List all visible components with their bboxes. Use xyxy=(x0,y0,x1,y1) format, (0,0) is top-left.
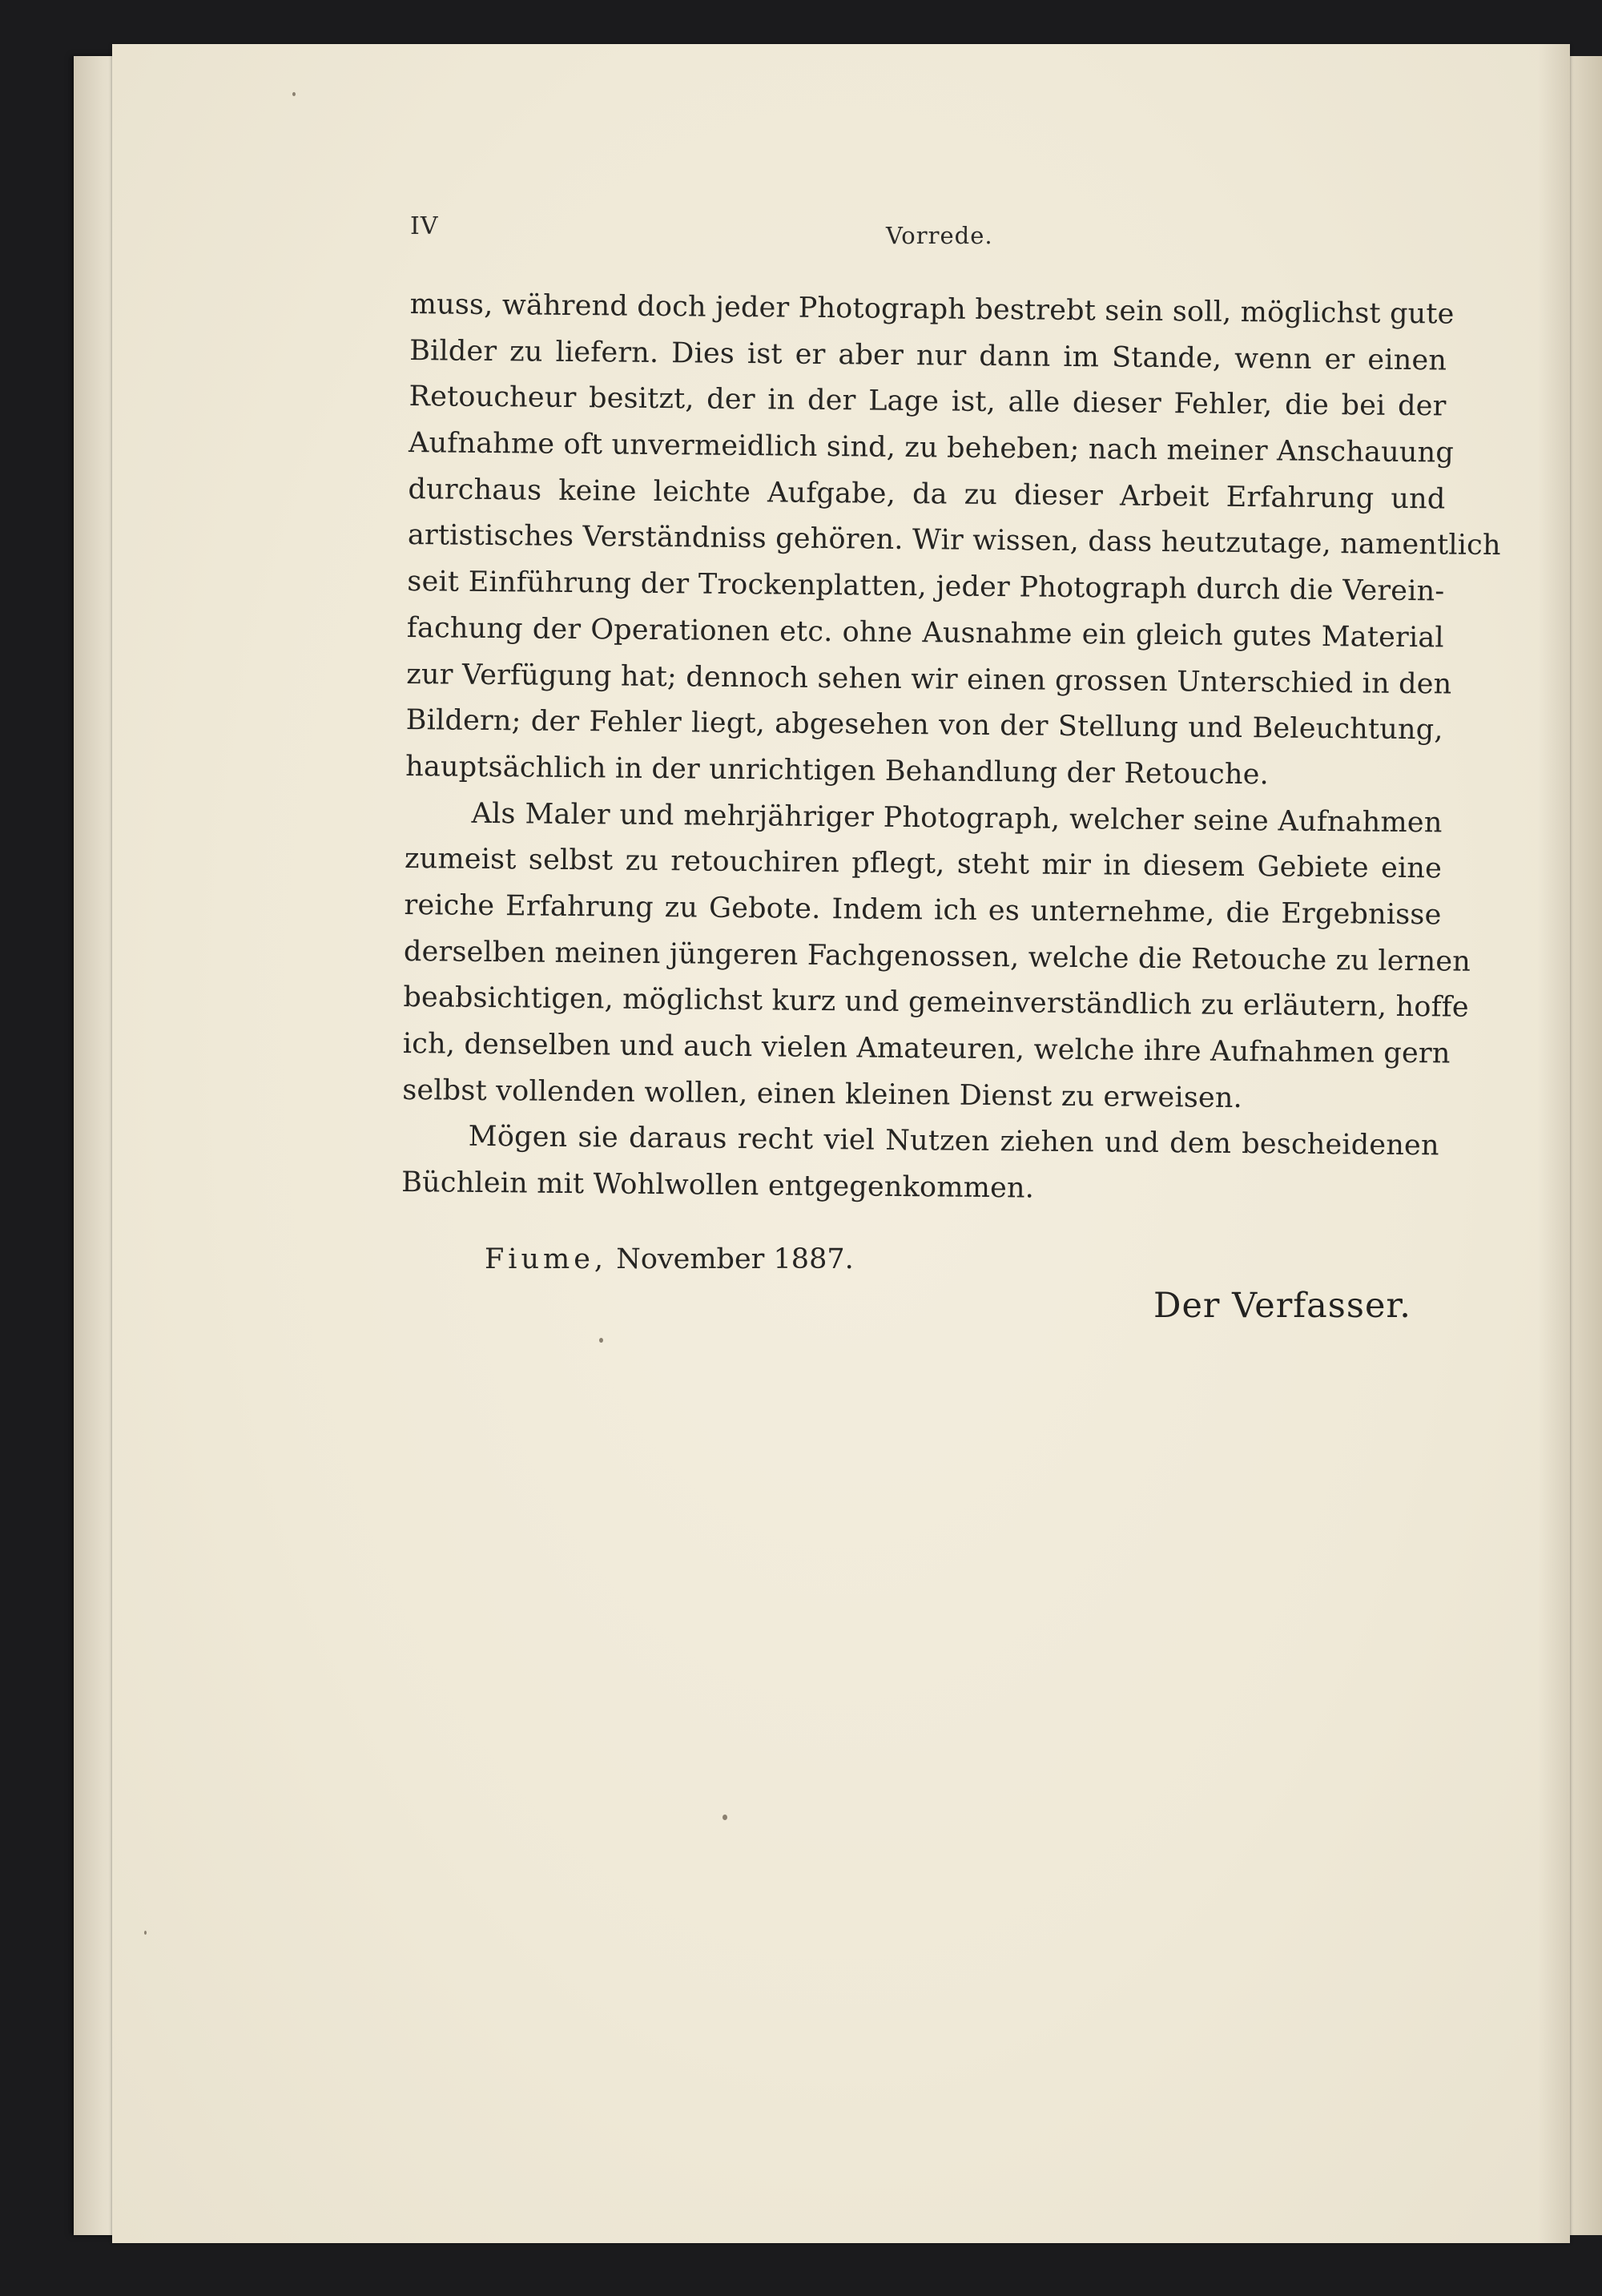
text-line: fachung der Operationen etc. ohne Ausnahme ein gleich gutes Material xyxy=(406,611,1444,655)
text-line: beabsichtigen, möglichst kurz und gemeinverständlich zu erläutern, hoffe xyxy=(403,981,1469,1025)
text-line: muss, während doch jeder Photograph bestrebt sein soll, möglichst gute xyxy=(409,288,1455,331)
page-number: IV xyxy=(410,212,439,240)
author-signature: Der Verfasser. xyxy=(1153,1286,1411,1326)
text-line: Aufnahme oft unvermeidlich sind, zu beheben; nach meiner Anschauung xyxy=(408,427,1455,469)
date: November 1887. xyxy=(616,1243,854,1275)
paragraph-3 xyxy=(401,1114,1439,1216)
text-line: zumeist selbst zu retouchiren pflegt, steht mir in diesem Gebiete eine xyxy=(404,843,1443,885)
place: Fiume, xyxy=(485,1243,608,1275)
place-date xyxy=(485,1243,854,1275)
text-line: Büchlein mit Wohlwollen entgegenkommen. xyxy=(401,1166,1035,1205)
paragraph-1 xyxy=(405,282,1501,800)
text-line: artistisches Verständniss gehören. Wir wissen, dass heutzutage, namentlich xyxy=(407,519,1501,562)
text-line: hauptsächlich in der unrichtigen Behandlung der Retouche. xyxy=(405,750,1270,792)
paper-speck xyxy=(599,1338,603,1343)
text-line: Mögen sie daraus recht viel Nutzen ziehen und dem bescheidenen xyxy=(468,1121,1439,1162)
text-line: seit Einführung der Trockenplatten, jeder Photograph durch die Verein- xyxy=(407,566,1445,608)
paper-speck xyxy=(723,1815,727,1820)
text-line: ich, denselben und auch vielen Amateuren, welche ihre Aufnahmen gern xyxy=(402,1027,1451,1070)
text-line: selbst vollenden wollen, einen kleinen Dienst zu erweisen. xyxy=(402,1073,1243,1114)
paragraph-2 xyxy=(402,791,1471,1124)
text-line: reiche Erfahrung zu Gebote. Indem ich es unternehme, die Ergebnisse xyxy=(404,888,1442,932)
running-head: Vorrede. xyxy=(886,222,993,249)
text-line: Retoucheur besitzt, der in der Lage ist, alle dieser Fehler, die bei der xyxy=(409,381,1447,423)
paper-speck xyxy=(144,1931,147,1935)
text-line: durchaus keine leichte Aufgabe, da zu dieser Arbeit Erfahrung und xyxy=(408,473,1446,516)
text-line: zur Verfügung hat; dennoch sehen wir einen grossen Unterschied in den xyxy=(406,658,1452,701)
paper-speck xyxy=(292,92,296,96)
page-header xyxy=(410,212,1443,260)
text-line: Bilder zu liefern. Dies ist er aber nur dann im Stande, wenn er einen xyxy=(409,334,1447,377)
text-line: derselben meinen jüngeren Fachgenossen, welche die Retouche zu lernen xyxy=(403,935,1471,978)
text-line: Als Maler und mehrjähriger Photograph, welcher seine Aufnahmen xyxy=(471,797,1443,839)
body-text xyxy=(401,282,1501,1216)
text-line: Bildern; der Fehler liegt, abgesehen von der Stellung und Beleuchtung, xyxy=(405,704,1443,747)
